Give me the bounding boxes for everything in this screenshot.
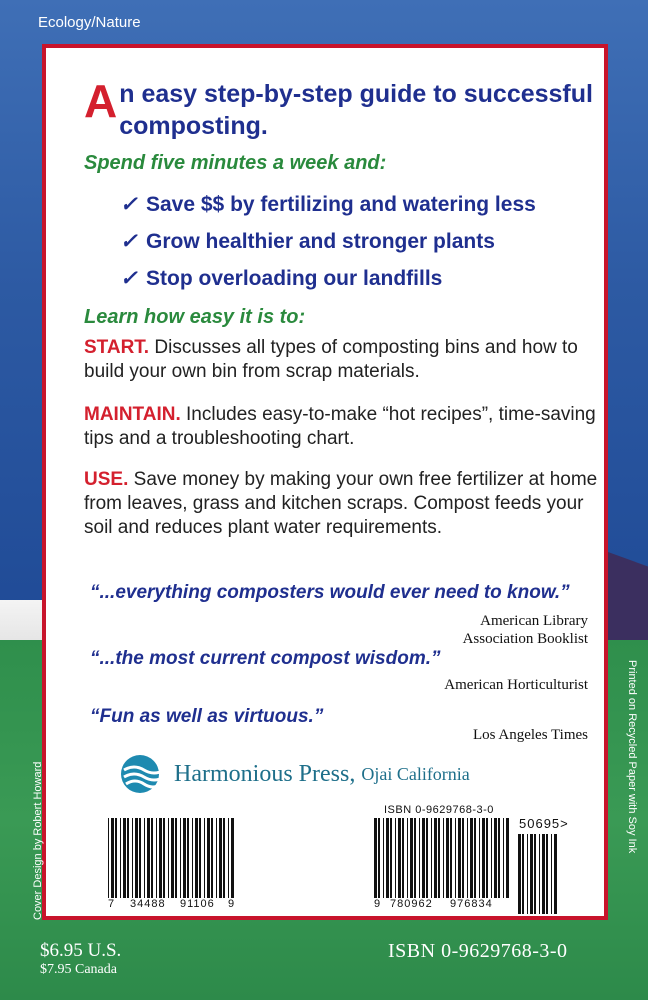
benefits-list bbox=[120, 186, 536, 297]
barcode-bar bbox=[494, 818, 497, 898]
quote-2: “...the most current compost wisdom.” bbox=[90, 648, 441, 669]
barcode-bar bbox=[410, 818, 413, 898]
barcode-bar bbox=[135, 818, 138, 898]
headline-text: n easy step-by-step guide to successful composting. bbox=[119, 80, 593, 140]
barcode-bar bbox=[223, 818, 225, 898]
cover-design-credit: Cover Design by Robert Howard bbox=[32, 761, 44, 920]
barcode-bar bbox=[402, 818, 404, 898]
quote-1-source-line2: Association Booklist bbox=[462, 631, 588, 647]
barcode-bar bbox=[530, 834, 533, 914]
headline bbox=[84, 75, 604, 142]
isbn-number: ISBN 0-9629768-3-0 bbox=[388, 940, 568, 962]
barcode-bar bbox=[419, 818, 420, 898]
barcode-bar bbox=[127, 818, 129, 898]
barcode-bar bbox=[395, 818, 396, 898]
barcode-bar bbox=[450, 818, 452, 898]
use-keyword: USE. bbox=[84, 469, 129, 490]
spend-heading: Spend five minutes a week and: bbox=[84, 152, 387, 174]
maintain-keyword: MAINTAIN. bbox=[84, 404, 181, 425]
use-text: Save money by making your own free fertilizer at home from leaves, grass and kitchen scraps. Compost feeds your soil and reduces plant water requirements. bbox=[84, 469, 598, 538]
barcode-bar bbox=[163, 818, 165, 898]
ean-bars bbox=[372, 818, 512, 898]
barcode-bar bbox=[498, 818, 500, 898]
barcode-bar bbox=[434, 818, 437, 898]
upc-left-digit: 7 bbox=[108, 898, 116, 910]
barcode-bar bbox=[470, 818, 473, 898]
barcode-bar bbox=[199, 818, 201, 898]
barcode-bar bbox=[195, 818, 198, 898]
quote-3: “Fun as well as virtuous.” bbox=[90, 706, 324, 727]
barcode-bar bbox=[431, 818, 432, 898]
benefit-item bbox=[120, 260, 536, 297]
addon-digits: 50695> bbox=[519, 816, 569, 831]
barcode-bar bbox=[462, 818, 464, 898]
barcode-bar bbox=[426, 818, 428, 898]
barcode-bar bbox=[542, 834, 545, 914]
publisher bbox=[120, 754, 470, 794]
barcode-bar bbox=[183, 818, 186, 898]
barcode-bar bbox=[180, 818, 181, 898]
price-canada: $7.95 Canada bbox=[40, 962, 117, 977]
ean-group2: 976834 bbox=[450, 898, 493, 910]
addon-bars bbox=[516, 834, 560, 914]
barcode-bar bbox=[518, 834, 521, 914]
barcode-bar bbox=[151, 818, 153, 898]
barcode-bar bbox=[458, 818, 461, 898]
barcode-bar bbox=[486, 818, 488, 898]
upc-group1: 34488 bbox=[130, 898, 166, 910]
barcode-bar bbox=[111, 818, 114, 898]
headline-dropcap: A bbox=[84, 75, 118, 127]
barcode-bar bbox=[443, 818, 444, 898]
barcode-bar bbox=[446, 818, 449, 898]
isbn-barcode-label: ISBN 0-9629768-3-0 bbox=[384, 804, 494, 816]
barcode-bar bbox=[159, 818, 162, 898]
barcode-bar bbox=[187, 818, 189, 898]
ean-left-digit: 9 bbox=[374, 898, 382, 910]
barcode-bar bbox=[168, 818, 169, 898]
barcode-bar bbox=[398, 818, 401, 898]
check-icon: ✓ bbox=[120, 193, 138, 216]
barcode-bar bbox=[390, 818, 392, 898]
barcode-bar bbox=[204, 818, 205, 898]
maintain-text: Includes easy-to-make “hot recipes”, time-saving tips and a troubleshooting chart. bbox=[84, 404, 596, 449]
barcode-bar bbox=[228, 818, 229, 898]
wave-logo-icon bbox=[120, 754, 164, 794]
check-icon: ✓ bbox=[120, 230, 138, 253]
publisher-location: Ojai California bbox=[361, 763, 470, 784]
barcode-bar bbox=[479, 818, 480, 898]
quote-2-source: American Horticulturist bbox=[444, 677, 588, 693]
ean-group1: 780962 bbox=[390, 898, 433, 910]
barcode-bar bbox=[414, 818, 416, 898]
barcode-bar bbox=[175, 818, 177, 898]
barcode-bar bbox=[546, 834, 548, 914]
barcode-bar bbox=[171, 818, 174, 898]
barcode-bar bbox=[554, 834, 557, 914]
ean-barcode bbox=[372, 818, 512, 914]
barcode-bar bbox=[474, 818, 476, 898]
quote-1-source bbox=[463, 612, 588, 648]
barcode-bar bbox=[455, 818, 456, 898]
barcode-bar bbox=[522, 834, 524, 914]
upc-group2: 91106 bbox=[180, 898, 215, 910]
barcode-bar bbox=[139, 818, 141, 898]
barcode-bar bbox=[491, 818, 492, 898]
barcode-bar bbox=[503, 818, 504, 898]
use-item bbox=[84, 468, 604, 540]
upc-right-digit: 9 bbox=[228, 898, 236, 910]
benefit-item bbox=[120, 223, 536, 260]
barcode-bar bbox=[147, 818, 150, 898]
barcode-bar bbox=[219, 818, 222, 898]
barcode-bar bbox=[527, 834, 528, 914]
barcode-bar bbox=[192, 818, 193, 898]
upc-bars bbox=[106, 818, 236, 898]
barcode-bar bbox=[211, 818, 213, 898]
addon-barcode bbox=[516, 834, 560, 914]
start-text: Discusses all types of composting bins and how to build your own bin from scrap materials. bbox=[84, 337, 578, 382]
price-us: $6.95 U.S. bbox=[40, 940, 122, 961]
barcode-bar bbox=[108, 818, 109, 898]
quote-1: “...everything composters would ever need to know.” bbox=[90, 582, 570, 603]
barcode-bar bbox=[156, 818, 157, 898]
quote-1-source-line1: American Library bbox=[480, 613, 588, 629]
barcode-bar bbox=[386, 818, 389, 898]
barcode-bar bbox=[383, 818, 384, 898]
barcode-bar bbox=[144, 818, 145, 898]
barcode-bar bbox=[123, 818, 126, 898]
start-item bbox=[84, 336, 604, 384]
publisher-name: Harmonious Press, bbox=[174, 760, 356, 787]
barcode-bar bbox=[207, 818, 210, 898]
barcode-bar bbox=[231, 818, 234, 898]
barcode-bar bbox=[551, 834, 552, 914]
category-label: Ecology/Nature bbox=[38, 14, 141, 31]
benefit-item bbox=[120, 186, 536, 223]
learn-heading: Learn how easy it is to: bbox=[84, 306, 306, 328]
barcode-bar bbox=[438, 818, 440, 898]
barcode-bar bbox=[115, 818, 117, 898]
start-keyword: START. bbox=[84, 337, 150, 358]
barcode-bar bbox=[506, 818, 509, 898]
quote-3-source: Los Angeles Times bbox=[472, 727, 588, 743]
benefit-text: Save $$ by fertilizing and watering less bbox=[146, 192, 536, 216]
barcode-bar bbox=[216, 818, 217, 898]
barcode-bar bbox=[378, 818, 380, 898]
benefit-text: Stop overloading our landfills bbox=[146, 266, 443, 290]
barcode-bar bbox=[374, 818, 377, 898]
barcode-bar bbox=[539, 834, 540, 914]
barcode-bar bbox=[534, 834, 536, 914]
barcode-bar bbox=[132, 818, 133, 898]
barcode-bar bbox=[422, 818, 425, 898]
barcode-bar bbox=[467, 818, 468, 898]
check-icon: ✓ bbox=[120, 267, 138, 290]
maintain-item bbox=[84, 403, 604, 451]
benefit-text: Grow healthier and stronger plants bbox=[146, 229, 495, 253]
recycled-paper-note: Printed on Recycled Paper with Soy Ink bbox=[626, 660, 638, 854]
barcode-bar bbox=[482, 818, 485, 898]
barcode-bar bbox=[120, 818, 121, 898]
barcode-bar bbox=[407, 818, 408, 898]
upc-barcode bbox=[106, 818, 236, 914]
